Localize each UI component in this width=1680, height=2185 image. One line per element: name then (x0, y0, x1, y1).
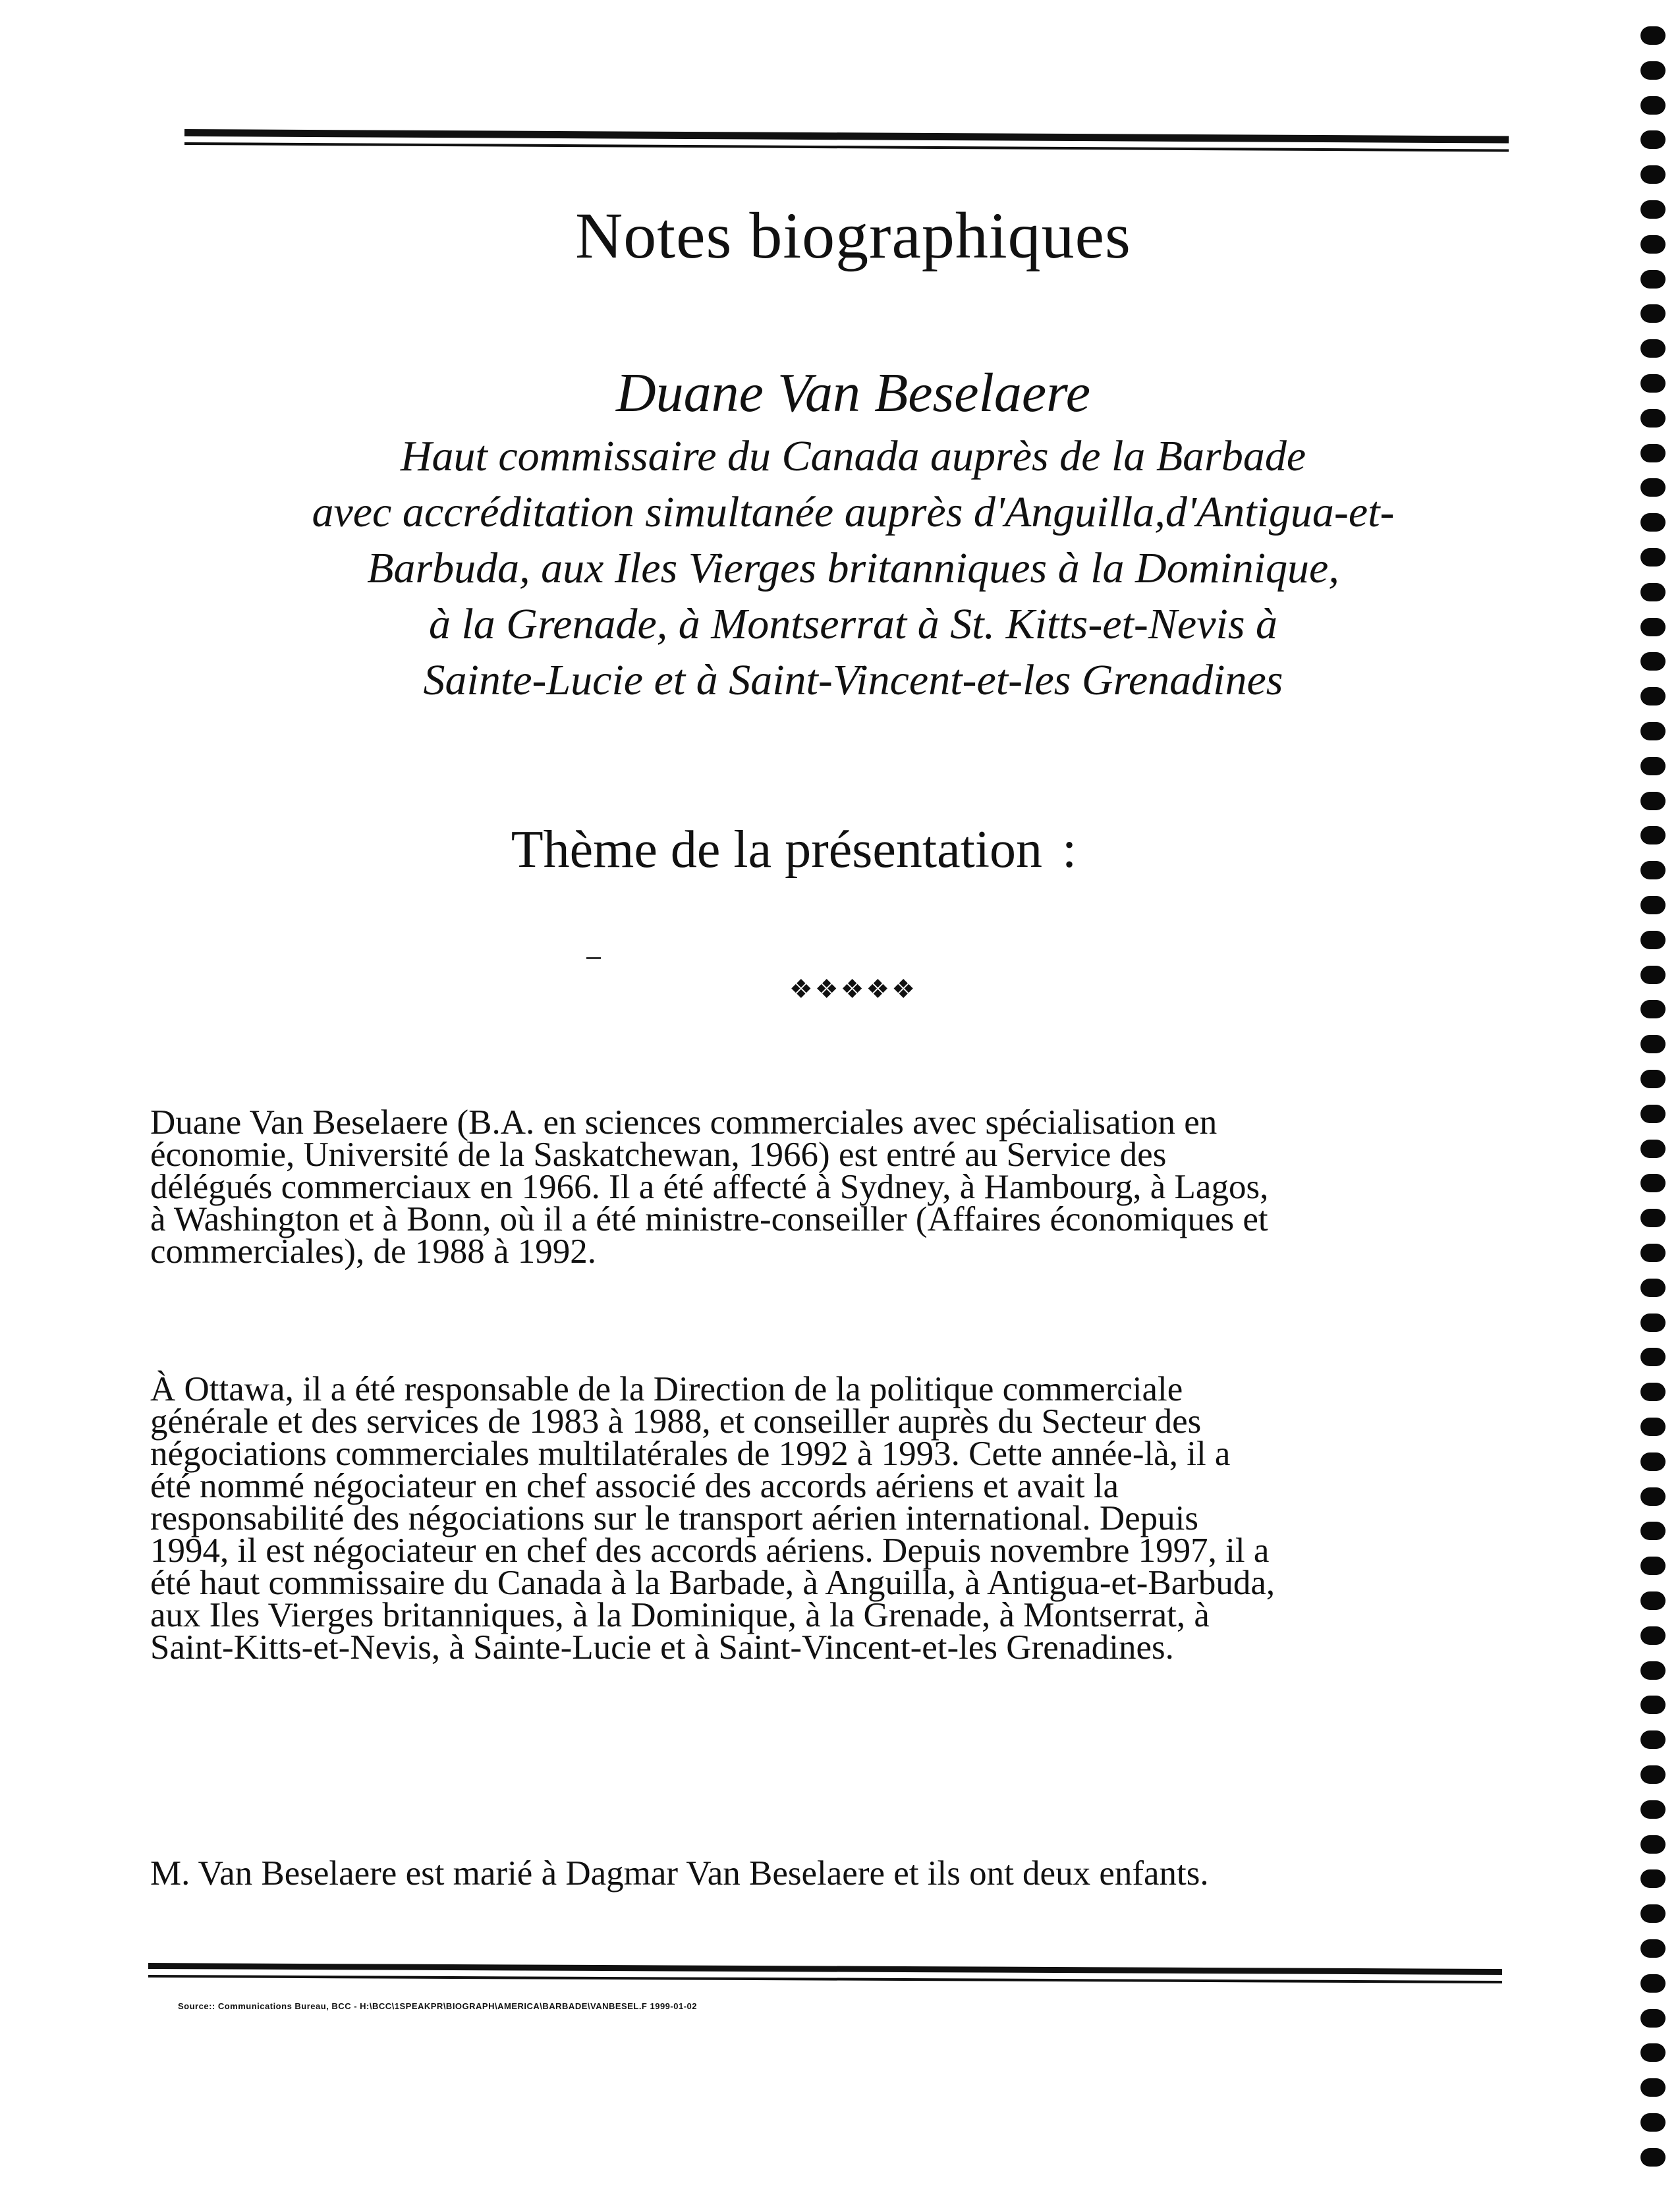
binding-hole (1640, 1939, 1666, 1958)
text-line: délégués commerciaux en 1966. Il a été affecté à Sydney, à Hambourg, à Lagos, (150, 1168, 1269, 1206)
binding-hole (1640, 444, 1666, 462)
binding-hole (1640, 2043, 1666, 2062)
text-line: négociations commerciales multilatérales de 1992 à 1993. Cette année-là, il a (150, 1435, 1231, 1473)
binding-hole (1640, 583, 1666, 601)
binding-hole (1640, 1974, 1666, 1993)
bottom-rule-thin (148, 1975, 1502, 1983)
binding-hole (1640, 1522, 1666, 1540)
binding-hole (1640, 1487, 1666, 1506)
binding-hole (1640, 374, 1666, 393)
text-line: à Washington et à Bonn, où il a été ministre-conseiller (Affaires économiques et (150, 1200, 1268, 1238)
role-line: avec accréditation simultanée auprès d'Anguilla,d'Antigua-et- (312, 488, 1395, 536)
binding-hole (1640, 1209, 1666, 1227)
person-name: Duane Van Beselaere (616, 362, 1090, 424)
binding-hole (1640, 513, 1666, 532)
binding-hole (1640, 200, 1666, 219)
binding-hole (1640, 1557, 1666, 1575)
binding-hole (1640, 409, 1666, 428)
binding-hole (1640, 1000, 1666, 1018)
binding-hole (1640, 1244, 1666, 1262)
binding-hole (1640, 757, 1666, 775)
binding-hole (1640, 165, 1666, 184)
role-line: Sainte-Lucie et à Saint-Vincent-et-les Grenadines (423, 656, 1283, 704)
binding-hole (1640, 61, 1666, 80)
binding-hole (1640, 548, 1666, 567)
binding-hole (1640, 2113, 1666, 2132)
binding-hole (1640, 1730, 1666, 1749)
binding-hole (1640, 618, 1666, 636)
binding-hole (1640, 2078, 1666, 2097)
text-line: aux Iles Vierges britanniques, à la Dominique, à la Grenade, à Montserrat, à (150, 1596, 1210, 1634)
role-line: à la Grenade, à Montserrat à St. Kitts-et-Nevis à (428, 600, 1278, 648)
binding-hole (1640, 26, 1666, 45)
binding-hole (1640, 1765, 1666, 1784)
text-line: commerciales), de 1988 à 1992. (150, 1232, 596, 1271)
source-footer: Source:: Communications Bureau, BCC - H:\BCC\1SPEAKPR\BIOGRAPH\AMERICA\BARBADE\VANBESEL.F 1999-01-02 (178, 2001, 697, 2011)
binding-hole (1640, 1661, 1666, 1680)
binding-hole (1640, 722, 1666, 740)
binding-hole (1640, 478, 1666, 497)
binding-hole (1640, 1835, 1666, 1854)
binding-hole (1640, 1696, 1666, 1714)
binding-hole (1640, 1800, 1666, 1819)
binding-hole (1640, 270, 1666, 289)
text-line: 1994, il est négociateur en chef des accords aériens. Depuis novembre 1997, il a (150, 1532, 1270, 1570)
binding-hole (1640, 792, 1666, 810)
binding-hole (1640, 1070, 1666, 1088)
spiral-binding-holes (1640, 26, 1668, 2185)
ornament-divider: ❖❖❖❖❖ (789, 974, 918, 1004)
text-line: été nommé négociateur en chef associé des accords aériens et avait la (150, 1467, 1119, 1505)
binding-hole (1640, 896, 1666, 914)
theme-label: Thème de la présentation (511, 821, 1043, 879)
binding-hole (1640, 1314, 1666, 1332)
binding-hole (1640, 1383, 1666, 1401)
binding-hole (1640, 2148, 1666, 2167)
bio-paragraph-ottawa (150, 1370, 1507, 1667)
binding-hole (1640, 235, 1666, 254)
binding-hole (1640, 96, 1666, 115)
bottom-rule-thick (148, 1963, 1502, 1975)
text-line: responsabilité des négociations sur le transport aérien international. Depuis (150, 1499, 1199, 1537)
binding-hole (1640, 1140, 1666, 1158)
role-description (0, 428, 1680, 708)
binding-hole (1640, 304, 1666, 323)
text-line: été haut commissaire du Canada à la Barbade, à Anguilla, à Antigua-et-Barbuda, (150, 1564, 1275, 1602)
binding-hole (1640, 931, 1666, 949)
theme-colon: : (1062, 821, 1077, 879)
binding-hole (1640, 1904, 1666, 1923)
stray-mark (586, 957, 601, 959)
binding-hole (1640, 1174, 1666, 1192)
presentation-theme (0, 820, 1588, 880)
binding-hole (1640, 1418, 1666, 1436)
binding-hole (1640, 966, 1666, 984)
binding-hole (1640, 1348, 1666, 1366)
page-title: Notes biographiques (575, 199, 1131, 272)
binding-hole (1640, 826, 1666, 844)
binding-hole (1640, 1035, 1666, 1053)
binding-hole (1640, 1279, 1666, 1297)
binding-hole (1640, 2009, 1666, 2028)
binding-hole (1640, 687, 1666, 705)
binding-hole (1640, 130, 1666, 149)
role-line: Haut commissaire du Canada auprès de la Barbade (400, 432, 1306, 480)
text-line: Duane Van Beselaere (B.A. en sciences commerciales avec spécialisation en (150, 1103, 1218, 1142)
binding-hole (1640, 1591, 1666, 1610)
text-line: À Ottawa, il a été responsable de la Direction de la politique commerciale (150, 1370, 1183, 1408)
bio-paragraph-career (150, 1103, 1507, 1271)
binding-hole (1640, 1626, 1666, 1645)
top-rule-thick (184, 129, 1509, 144)
binding-hole (1640, 861, 1666, 879)
bio-paragraph-family: M. Van Beselaere est marié à Dagmar Van Beselaere et ils ont deux enfants. (150, 1854, 1209, 1893)
top-rule-thin (184, 142, 1509, 152)
binding-hole (1640, 1869, 1666, 1888)
binding-hole (1640, 339, 1666, 358)
binding-hole (1640, 1105, 1666, 1123)
text-line: générale et des services de 1983 à 1988, et conseiller auprès du Secteur des (150, 1402, 1202, 1441)
text-line: économie, Université de la Saskatchewan, 1966) est entré au Service des (150, 1136, 1167, 1174)
binding-hole (1640, 652, 1666, 671)
binding-hole (1640, 1452, 1666, 1471)
text-line: Saint-Kitts-et-Nevis, à Sainte-Lucie et à Saint-Vincent-et-les Grenadines. (150, 1628, 1174, 1667)
role-line: Barbuda, aux Iles Vierges britanniques à la Dominique, (367, 544, 1339, 592)
